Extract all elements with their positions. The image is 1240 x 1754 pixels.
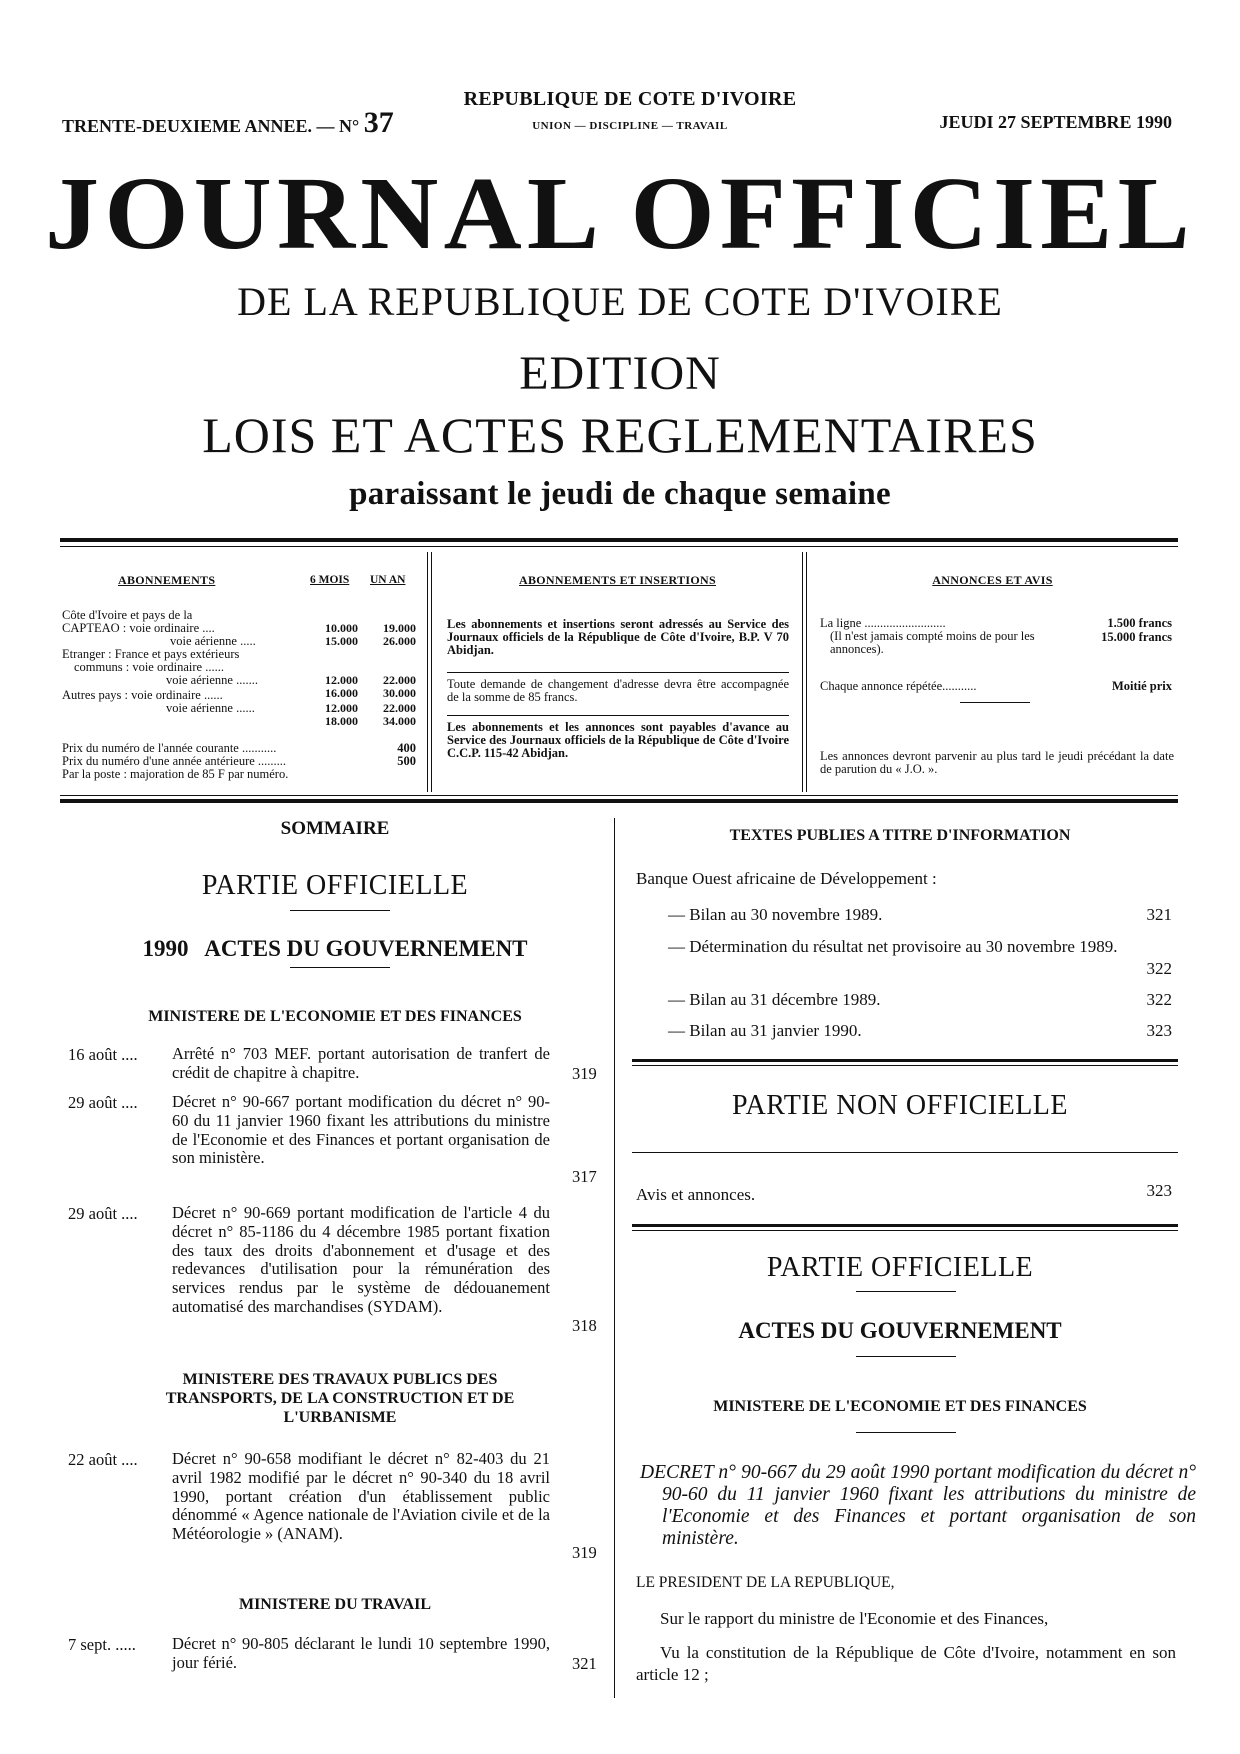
subscriptions-lines: [62, 609, 302, 715]
sub-line: voie aérienne ......: [166, 701, 255, 715]
column-divider: [614, 818, 615, 1698]
information-title: TEXTES PUBLIES A TITRE D'INFORMATION: [729, 827, 1071, 844]
prix-anterieure-label: Prix du numéro d'une année antérieure .........: [62, 754, 287, 768]
insertions-sep-1: [447, 672, 789, 673]
price-value: 12.000: [325, 701, 358, 715]
annonces-sep: [960, 702, 1030, 703]
annonces-ligne-price: 1.500 francs: [1107, 616, 1172, 630]
insertions-p3: Les abonnements et les annonces sont payables d'avance au Service des Journaux officiels de la République de Côte d'Ivoire C.C.P. 115-42 Abidjan.: [447, 720, 789, 760]
info-item: — Bilan au 31 janvier 1990.: [668, 1021, 862, 1040]
annonces-min-note: (Il n'est jamais compté moins de pour les annonces).: [830, 629, 1035, 656]
decree-ministry-title: MINISTERE DE L'ECONOMIE ET DES FINANCES: [713, 1398, 1087, 1415]
info-rule-thick: [632, 1059, 1178, 1062]
insertions-sep-2: [447, 715, 789, 716]
masthead-title: JOURNAL OFFICIEL: [45, 156, 1195, 271]
decree-ministry-rule: [856, 1432, 956, 1433]
info-item: — Détermination du résultat net provisoire au 30 novembre 1989.: [668, 937, 1118, 956]
sommaire-title: SOMMAIRE: [280, 818, 390, 839]
box-divider-1b: [431, 552, 432, 792]
sub-line: voie aérienne .......: [166, 673, 258, 687]
box-divider-2a: [802, 552, 803, 792]
avis-annonces-page: 323: [1146, 1181, 1172, 1200]
entry-date: 7 sept. .....: [68, 1635, 136, 1654]
sub-line: CAPTEAO : voie ordinaire ....: [62, 621, 215, 635]
ministry-economie-title: MINISTERE DE L'ECONOMIE ET DES FINANCES: [148, 1008, 522, 1025]
price-value: 19.000: [383, 621, 416, 635]
entry-date: 16 août ....: [68, 1045, 138, 1064]
info-item-page: 322: [1146, 990, 1172, 1009]
price-value: 26.000: [383, 634, 416, 648]
constitution-line: Vu la constitution de la République de Côte d'Ivoire, notamment en son article 12 ;: [636, 1643, 1176, 1684]
publication-frequency: paraissant le jeudi de chaque semaine: [349, 476, 891, 512]
actes-year: 1990: [142, 936, 189, 961]
sub-line: Côte d'Ivoire et pays de la: [62, 608, 193, 622]
entry-text: Décret n° 90-669 portant modification de l'article 4 du décret n° 85-1186 du 4 décembre 1985 portant fixation des taux des droits d'abonnement et d'usage et des redevances d'utilisation pour la rémunération des services rendus par le système de dédouanement automatisé des marchandises (SYDAM).: [172, 1203, 550, 1316]
info-item: — Bilan au 31 décembre 1989.: [668, 990, 881, 1009]
annonces-ligne: La ligne ..........................: [820, 616, 946, 630]
entry-page: 319: [572, 1064, 597, 1083]
poste-line: Par la poste : majoration de 85 F par numéro.: [62, 767, 289, 781]
insertions-p1: Les abonnements et insertions seront adressés au Service des Journaux officiels de la République de Côte d'Ivoire, B.P. V 70 Abidjan.: [447, 617, 789, 657]
subscriptions-1an-header: UN AN: [370, 574, 406, 586]
entry-date: 22 août ....: [68, 1450, 138, 1469]
sub-line: Etranger : France et pays extérieurs: [62, 647, 240, 661]
entry-page: 321: [572, 1654, 597, 1673]
partie-non-officielle-title: PARTIE NON OFFICIELLE: [731, 1090, 1068, 1121]
avis-rule-thin: [632, 1230, 1178, 1231]
price-value: 10.000: [325, 621, 358, 635]
entry-text: Décret n° 90-805 déclarant le lundi 10 septembre 1990, jour férié.: [172, 1634, 550, 1672]
annonces-title: ANNONCES ET AVIS: [932, 573, 1053, 587]
republic-name: REPUBLIQUE DE COTE D'IVOIRE: [463, 88, 797, 110]
box-top-rule-thick: [60, 538, 1178, 542]
info-item-page: 321: [1146, 905, 1172, 924]
box-divider-2b: [806, 552, 807, 792]
non-officielle-rule: [632, 1152, 1178, 1153]
prix-courante-label: Prix du numéro de l'année courante ...........: [62, 741, 277, 755]
actes-gouvernement-rule: [856, 1356, 956, 1357]
avis-rule-thick: [632, 1224, 1178, 1227]
entry-page: 319: [572, 1543, 597, 1562]
entry-date: 29 août ....: [68, 1204, 138, 1223]
info-rule-thin: [632, 1065, 1178, 1066]
insertions-p2: Toute demande de changement d'adresse devra être accompagnée de la somme de 85 francs.: [447, 677, 789, 704]
sommaire-partie: PARTIE OFFICIELLE: [201, 870, 469, 901]
sub-line: voie aérienne .....: [170, 634, 256, 648]
ministry-travaux-title: MINISTERE DES TRAVAUX PUBLICS DES TRANSPORTS, DE LA CONSTRUCTION ET DE L'URBANISME: [165, 1371, 515, 1426]
price-value: 34.000: [383, 714, 416, 728]
bank-name: Banque Ouest africaine de Développement :: [636, 869, 937, 888]
actes-gouvernement-title: ACTES DU GOUVERNEMENT: [738, 1318, 1062, 1343]
sommaire-actes-rule: [290, 967, 390, 968]
insertions-title: ABONNEMENTS ET INSERTIONS: [519, 573, 716, 587]
sub-line: communs : voie ordinaire ......: [74, 660, 224, 674]
avis-annonces: Avis et annonces.: [636, 1185, 756, 1204]
box-bottom-rule-thin: [60, 795, 1178, 796]
price-value: 30.000: [383, 686, 416, 700]
sommaire-partie-rule: [290, 910, 390, 911]
box-top-rule-thin: [60, 546, 1178, 547]
partie-officielle-rule: [856, 1291, 956, 1292]
ministry-travail-title: MINISTERE DU TRAVAIL: [238, 1596, 432, 1613]
year-issue-line: [62, 106, 394, 140]
sub-line: Autres pays : voie ordinaire ......: [62, 688, 223, 702]
prices-1an: [358, 622, 416, 728]
masthead-subtitle: DE LA REPUBLIQUE DE COTE D'IVOIRE: [237, 279, 1003, 324]
decree-title: DECRET n° 90-667 du 29 août 1990 portant modification du décret n° 90-60 du 11 janvier 1960 fixant les attributions du ministre de l'Economie et des Finances et portant organisation de son ministère.: [640, 1462, 1196, 1549]
entry-text: Décret n° 90-667 portant modification du décret n° 90-60 du 11 janvier 1960 fixant les attributions du ministre de l'Economie et des Finances et portant organisation de son ministère.: [172, 1092, 550, 1168]
info-item-page: 323: [1146, 1021, 1172, 1040]
entry-text: Décret n° 90-658 modifiant le décret n° 82-403 du 21 avril 1982 modifié par le décret n° 90-340 du 18 avril 1990, portant création d'un établissement public dénommé « Agence nationale de l'Aviation civile et de la Météorologie » (ANAM).: [172, 1449, 550, 1544]
year-label: TRENTE-DEUXIEME ANNEE. — N°: [62, 116, 360, 136]
edition-label: EDITION: [519, 347, 721, 400]
republic-motto: UNION — DISCIPLINE — TRAVAIL: [532, 120, 728, 132]
president-line: LE PRESIDENT DE LA REPUBLIQUE,: [636, 1574, 895, 1591]
rapport-line: Sur le rapport du ministre de l'Economie et des Finances,: [660, 1609, 1049, 1628]
subscriptions-6mois-header: 6 MOIS: [310, 574, 350, 586]
actes-label: ACTES DU GOUVERNEMENT: [204, 936, 528, 961]
annonces-repetee-price: Moitié prix: [1111, 679, 1172, 693]
box-divider-1a: [427, 552, 428, 792]
prices-6mois: [300, 622, 358, 728]
entry-text: Arrêté n° 703 MEF. portant autorisation de tranfert de crédit de chapitre à chapitre.: [172, 1044, 550, 1082]
price-value: 22.000: [383, 701, 416, 715]
price-value: 12.000: [325, 673, 358, 687]
issue-number: 37: [363, 106, 394, 139]
entry-page: 318: [572, 1316, 597, 1335]
price-value: 22.000: [383, 673, 416, 687]
subscriptions-title: ABONNEMENTS: [118, 573, 216, 587]
issue-date: JEUDI 27 SEPTEMBRE 1990: [939, 112, 1172, 132]
annonces-min-price: 15.000 francs: [1101, 630, 1172, 644]
prix-courante-value: 400: [397, 741, 416, 755]
prix-anterieure-value: 500: [397, 754, 416, 768]
annonces-deadline: Les annonces devront parvenir au plus tard le jeudi précédant la date de parution du « J.O. ».: [820, 749, 1174, 776]
annonces-repetee: Chaque annonce répétée...........: [820, 679, 977, 693]
info-item-page: 322: [1146, 959, 1172, 978]
entry-page: 317: [572, 1167, 597, 1186]
partie-officielle-title: PARTIE OFFICIELLE: [766, 1252, 1034, 1283]
entry-date: 29 août ....: [68, 1093, 138, 1112]
edition-name: LOIS ET ACTES REGLEMENTAIRES: [202, 407, 1038, 463]
sommaire-actes-title: [60, 936, 610, 962]
price-value: 18.000: [325, 714, 358, 728]
box-bottom-rule-thick: [60, 799, 1178, 803]
price-value: 16.000: [325, 686, 358, 700]
price-value: 15.000: [325, 634, 358, 648]
info-item: — Bilan au 30 novembre 1989.: [668, 905, 883, 924]
